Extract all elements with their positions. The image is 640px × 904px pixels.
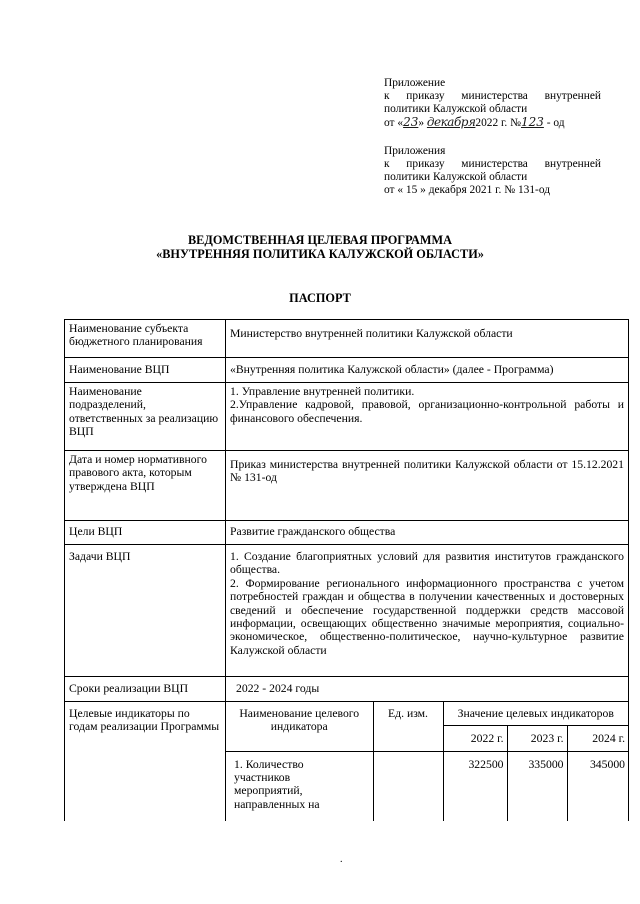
row-value: Развитие гражданского общества — [226, 521, 629, 545]
program-name: «ВНУТРЕННЯЯ ПОЛИТИКА КАЛУЖСКОЙ ОБЛАСТИ» — [156, 247, 484, 261]
col-unit-header: Ед. изм. — [373, 702, 443, 751]
footer-dot: . — [340, 854, 343, 865]
program-title: ВЕДОМСТВЕННАЯ ЦЕЛЕВАЯ ПРОГРАММА — [187, 233, 453, 247]
row-label: Наименование субъекта бюджетного планирования — [65, 320, 226, 358]
appendix-line: к приказу министерства внутренней — [384, 90, 601, 102]
indicator-value: 322500 — [443, 751, 507, 821]
year-header: 2023 г. — [507, 725, 567, 751]
row-value — [226, 320, 629, 358]
table-row — [65, 451, 629, 521]
row-label: Дата и номер нормативного правового акта, которым утверждена ВЦП — [65, 451, 226, 521]
appendix-current — [384, 77, 601, 130]
handwritten-number: 123 — [520, 115, 544, 129]
task-item: 2. Формирование регионального информационного пространства с учетом потребностей граждан и общества в получении качественных и достоверных сведений и обеспечение государственной поддержки средств массовой информации, освещающих общественно значимые мероприятия, социально-экономическое, общественно-политическое, научно-культурное развитие Калужской области — [230, 576, 624, 657]
passport-table — [64, 319, 629, 821]
handwritten-month: декабря — [426, 115, 476, 129]
row-label: Сроки реализации ВЦП — [65, 677, 226, 702]
col-name-header: Наименование целевого индикатора — [226, 702, 373, 751]
appendix-line: политики Калужской области — [384, 171, 528, 183]
subject-value: Министерство внутренней политики Калужской области — [230, 327, 513, 340]
passport-heading: ПАСПОРТ — [289, 291, 351, 305]
date-suffix: - од — [546, 117, 565, 129]
table-row — [65, 702, 629, 822]
year-header: 2024 г. — [567, 725, 628, 751]
handwritten-day: 23 — [403, 115, 419, 129]
indicator-header-row — [226, 702, 628, 725]
division-item: 2.Управление кадровой, правовой, организационно-контрольной работы и финансового обеспечения. — [230, 398, 624, 425]
indicator-row — [226, 751, 628, 821]
table-row — [65, 677, 629, 702]
table-row — [65, 320, 629, 358]
indicator-value: 345000 — [567, 751, 628, 821]
row-label: Целевые индикаторы по годам реализации Программы — [65, 702, 226, 822]
row-label: Задачи ВЦП — [65, 545, 226, 677]
indicator-value: 335000 — [507, 751, 567, 821]
table-row — [65, 383, 629, 451]
col-values-header: Значение целевых индикаторов — [443, 702, 628, 725]
row-value — [226, 545, 629, 677]
table-row — [65, 358, 629, 383]
appendix-title: Приложения — [384, 145, 446, 157]
appendix-line: политики Калужской области — [384, 103, 528, 115]
indicator-unit — [373, 751, 443, 821]
row-value — [226, 383, 629, 451]
table-row — [65, 521, 629, 545]
indicators-cell — [226, 702, 629, 822]
year-header: 2022 г. — [443, 725, 507, 751]
row-label: Наименование ВЦП — [65, 358, 226, 383]
date-year: 2022 г. № — [475, 117, 521, 129]
appendix-title: Приложение — [384, 77, 446, 89]
row-value: 2022 - 2024 годы — [226, 677, 629, 702]
appendix-line: к приказу министерства внутренней — [384, 158, 601, 170]
row-value: Приказ министерства внутренней политики Калужской области от 15.12.2021 № 131-од — [226, 451, 629, 521]
appendix-previous — [384, 145, 601, 197]
division-item: 1. Управление внутренней политики. — [230, 385, 415, 398]
date-prefix: от « — [384, 117, 404, 129]
row-label: Цели ВЦП — [65, 521, 226, 545]
row-label: Наименование подразделений, ответственных за реализацию ВЦП — [65, 383, 226, 451]
date-mid: » — [418, 117, 425, 129]
table-row — [65, 545, 629, 677]
appendix-date-line — [384, 116, 601, 130]
task-item: 1. Создание благоприятных условий для развития институтов гражданского общества. — [230, 550, 624, 577]
row-value: «Внутренняя политика Калужской области» (далее - Программа) — [226, 358, 629, 383]
indicators-table — [226, 702, 628, 821]
appendix-line: от « 15 » декабря 2021 г. № 131-од — [384, 184, 551, 196]
indicator-name: 1. Количество участников мероприятий, направленных на — [226, 751, 373, 821]
